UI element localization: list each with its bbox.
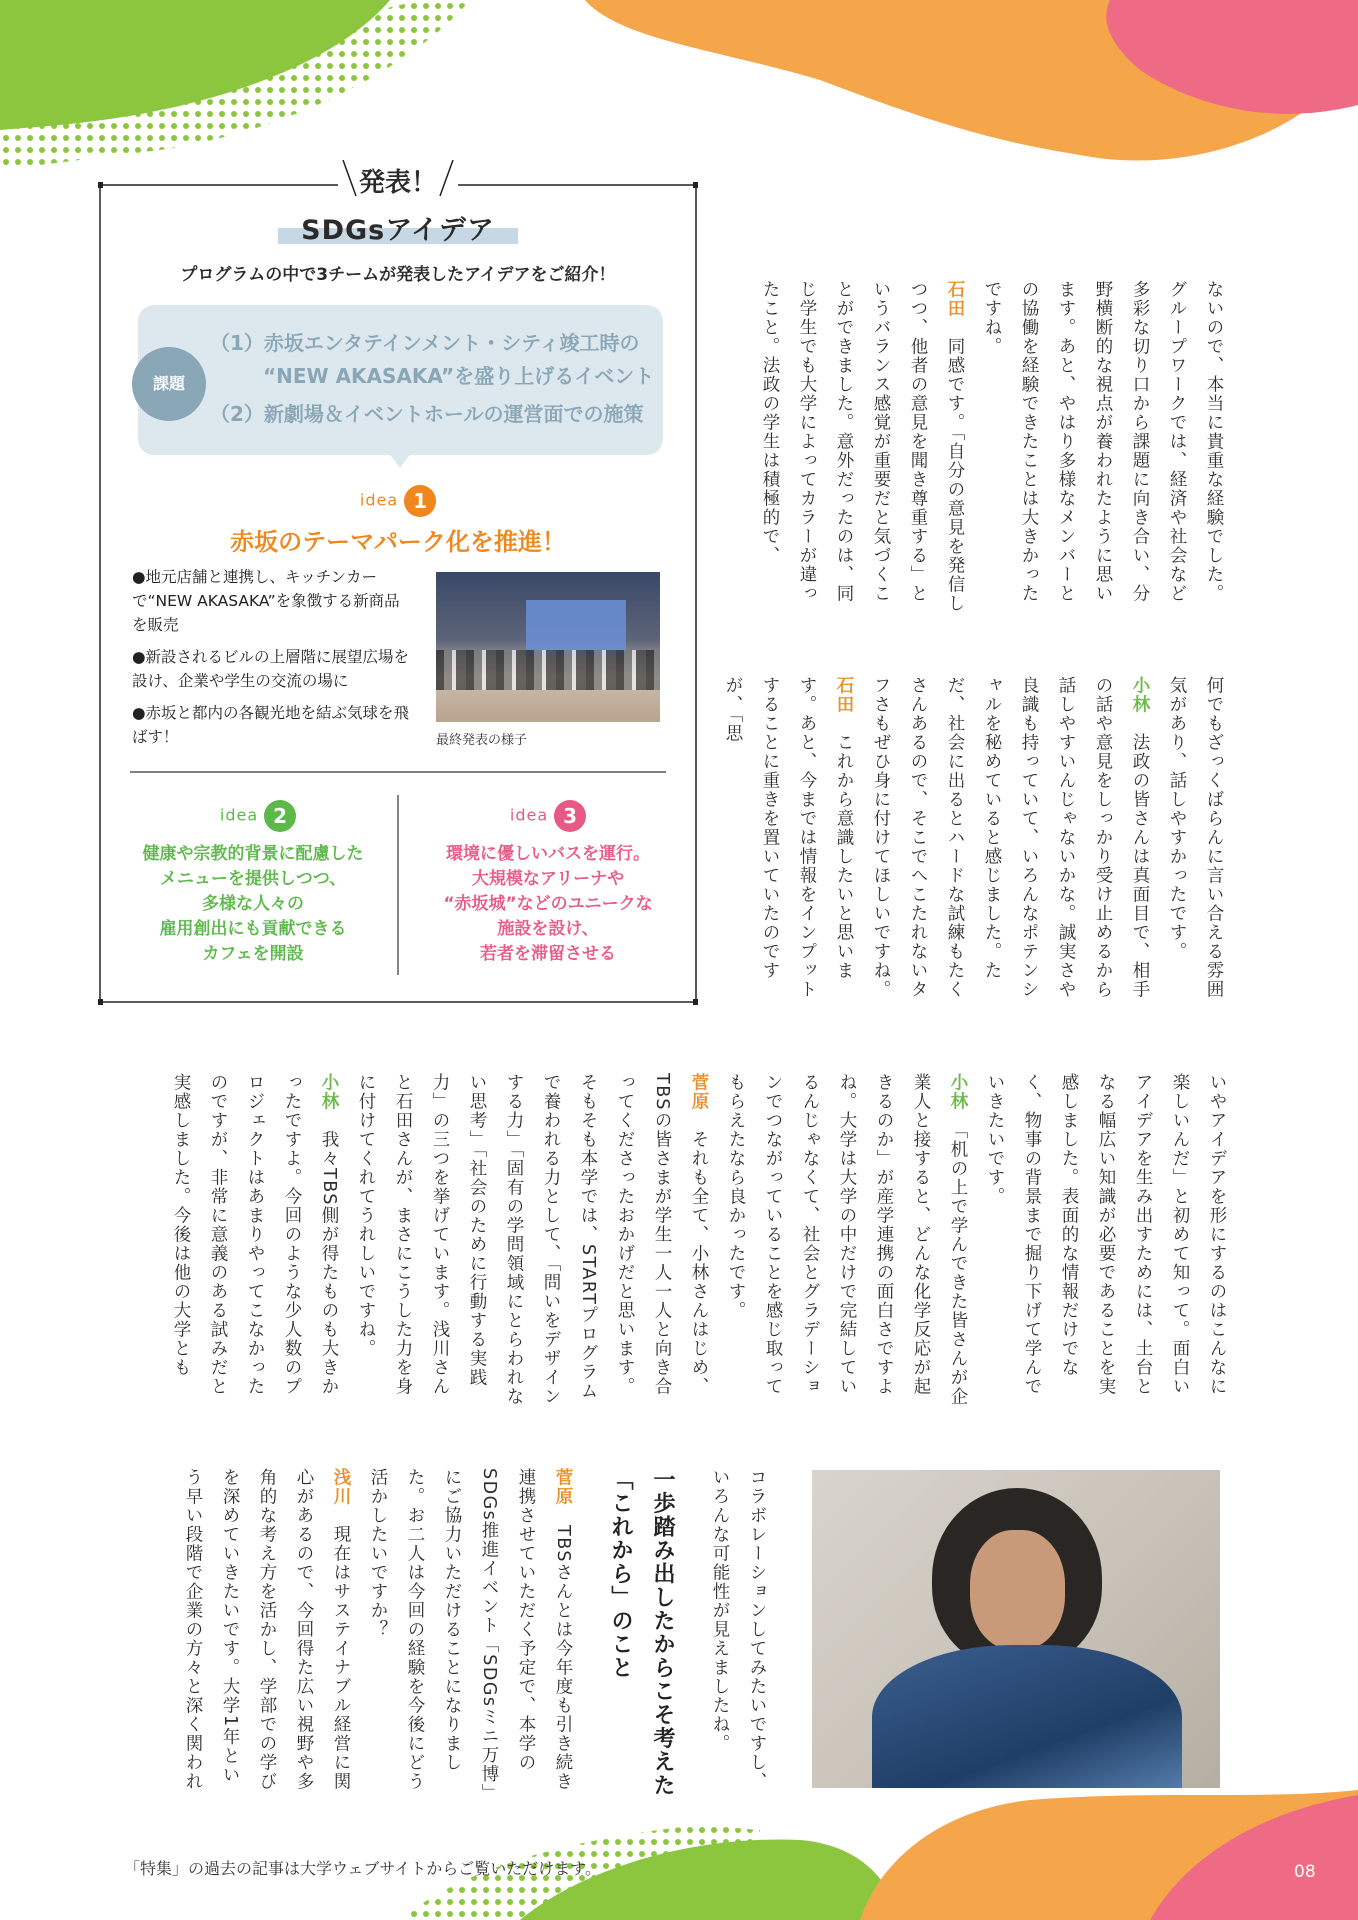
- idea1-number: 1: [404, 485, 436, 517]
- topic-badge: 課題: [132, 347, 206, 421]
- paragraph-text: 「机の上で学んできた皆さんが企業人と接すると、どんな化学反応が起きるのか」が産学連携の面白さですよね。大学は大学の中だけで完結しているんじゃなくて、社会とグラデーションでつながっていることを感じ取ってもらえたなら良かったです。: [726, 1073, 968, 1407]
- topic-line-2: “NEW AKASAKA”を盛り上げるイベント: [263, 364, 655, 388]
- paragraph: いやアイデアを形にするのはこんなに楽しいんだ」と初めて知って。面白いアイデアを生み出すためには、土台となる幅広い知識が必要であることを実感しました。表面的な情報だけでなく、物事の背景まで掘り下げて学んでいきたいです。: [985, 1073, 1227, 1396]
- paragraph: [359, 1468, 581, 1798]
- topic-line-3: （2）新劇場＆イベントホールの運営面での施策: [210, 402, 644, 426]
- paragraph: 何でもざっくばらんに言い合える雰囲気があり、話しやすかったです。: [1167, 676, 1224, 999]
- idea2-text: [108, 842, 398, 967]
- idea3-line: 環境に優しいバスを運行。: [446, 844, 650, 864]
- paragraph: [714, 676, 862, 1011]
- article-column-mid-right: [723, 676, 1232, 1011]
- paragraph-text: 我々TBS側が得たものも大きかったですよ。今回のような少人数のプロジェクトはあまりやってこなかったのですが、非常に意義のある試みだと実感しました。今後は他の大学とも: [171, 1073, 339, 1396]
- speaker-name: 石田: [945, 280, 965, 318]
- paragraph-text: TBSさんとは今年度も引き続き連携させていただく予定で、本学のSDGs推進イベント「SDGsミニ万博」にご協力いただけることになりました。お二人は今回の経験を今後にどう活かしたいですか？: [368, 1468, 573, 1794]
- photo-screen: [526, 600, 626, 655]
- paragraph: [162, 1073, 347, 1408]
- speaker-name: 小林: [1130, 676, 1150, 714]
- page-number: 08: [1294, 1862, 1316, 1882]
- section-heading: 一歩踏み出したからこそ考えた「これから」のこと: [608, 1468, 675, 1797]
- idea3-line: 施設を設け、: [497, 919, 599, 939]
- idea1-bullet-3: ●赤坂と都内の各観光地を結ぶ気球を飛ばす！: [132, 704, 410, 746]
- speaker-name: 菅原: [689, 1073, 709, 1111]
- idea3-line: 若者を滞留させる: [480, 944, 616, 964]
- article-column-middle: [125, 1073, 1235, 1408]
- idea2-label: [118, 800, 398, 832]
- photo-caption: 最終発表の様子: [436, 733, 528, 748]
- photo-people: [436, 650, 660, 690]
- idea2-line: 雇用創出にも貢献できる: [159, 919, 347, 939]
- article-column-top-right: [742, 280, 1232, 615]
- paragraph: [347, 1073, 717, 1408]
- idea2-word: idea: [219, 805, 259, 825]
- idea2-number: 2: [264, 800, 296, 832]
- idea2-line: 健康や宗教的背景に配慮した: [142, 844, 364, 864]
- speaker-name: 小林: [319, 1073, 339, 1111]
- idea3-line: 大規模なアリーナや: [471, 869, 625, 889]
- idea1-bullets: [132, 565, 414, 749]
- idea3-number: 3: [554, 800, 586, 832]
- paragraph: [751, 280, 973, 615]
- idea3-text: [403, 842, 693, 967]
- idea2-line: 多様な人々の: [202, 894, 304, 914]
- paragraph-text: それも全て、小林さんはじめ、TBSの皆さまが学生一人一人と向き合ってくださったおかげだと思います。そもそも本学では、STARTプログラムで養われる力として、「問いをデザインする力」「固有の学問領域にとらわれない思考」「社会のために行動する実践力」の三つを挙げています。浅川さんと石田さんが、まさにこうした力を身に付けてくれてうれしいですね。: [356, 1073, 709, 1407]
- speaker-name: 菅原: [553, 1468, 573, 1506]
- idea3-label: [408, 800, 688, 832]
- intro-text: プログラムの中で3チームが発表したアイデアをご紹介！: [180, 265, 616, 285]
- paragraph: コラボレーションしてみたいですし、いろんな可能性が見えましたね。: [710, 1468, 767, 1791]
- announce-heading: 発表！: [358, 168, 437, 198]
- portrait-face: [970, 1530, 1065, 1650]
- paragraph-text: 法政の皆さんは真面目で、相手の話や意見をしっかり受け止めるから話しやすいんじゃないかな。誠実さや良識も持っていて、いろんなポテンシャルを秘めていると感じました。ただ、社会に出るとハードな試練もたくさんあるので、そこでへこたれないタフさもぜひ身に付けてほしいですね。: [871, 676, 1150, 999]
- idea1-label: [98, 485, 698, 517]
- topic-line-1: （1）赤坂エンタテインメント・シティ竣工時の: [210, 331, 640, 355]
- footer-note: 「特集」の過去の記事は大学ウェブサイトからご覧いただけます。: [124, 1859, 601, 1878]
- idea1-bullet-1: ●地元店舗と連携し、キッチンカーで“NEW AKASAKA”を象徴する新商品を販売: [132, 568, 400, 634]
- topic-callout-pointer: [388, 452, 412, 468]
- idea1-title: 赤坂のテーマパーク化を推進！: [230, 528, 566, 556]
- idea1-bullet-2: ●新設されるビルの上層階に展望広場を設け、企業や学生の交流の場に: [132, 648, 410, 690]
- idea2-line: カフェを開設: [202, 944, 304, 964]
- speaker-name: 石田: [834, 676, 854, 714]
- speaker-name: 小林: [948, 1073, 968, 1111]
- portrait-body: [872, 1645, 1182, 1788]
- sdgs-idea-box: [98, 160, 698, 1005]
- sdgs-title: SDGsアイデア: [301, 215, 495, 246]
- paragraph-text: これから意識したいと思います。あと、今までは情報をインプットすることに重きを置いていたのですが、「思: [723, 676, 854, 999]
- idea3-word: idea: [509, 805, 549, 825]
- paragraph: ないので、本当に貴重な経験でした。グループワークでは、経済や社会など多彩な切り口から課題に向き合い、分野横断的な視点が養われたように思います。あと、やはり多様なメンバーとの協働を経験できたことは大きかったですね。: [982, 280, 1224, 603]
- article-column-bottom: [125, 1468, 775, 1798]
- paragraph: [862, 676, 1158, 1011]
- paragraph: [174, 1468, 359, 1798]
- idea3-line: “赤坂城”などのユニークな: [443, 894, 653, 914]
- paragraph-text: 現在はサステイナブル経営に関心があるので、今回得た広い視野や多角的な考え方を活かし、学部での学びを深めていきたいです。大学1年という早い段階で企業の方々と深く関われ: [183, 1468, 351, 1791]
- paragraph: [717, 1073, 976, 1408]
- speaker-name: 浅川: [331, 1468, 351, 1506]
- interviewee-portrait-photo: [812, 1470, 1220, 1788]
- final-presentation-photo: [436, 572, 660, 722]
- idea2-line: メニューを提供しつつ、: [159, 869, 347, 889]
- paragraph-text: 同感です。「自分の意見を発信しつつ、他者の意見を聞き尊重する」というバランス感覚が重要だと気づくことができました。意外だったのは、同じ学生でも大学によってカラーが違ったこと。法政の学生は積極的で、: [760, 280, 965, 614]
- idea1-word: idea: [359, 490, 399, 510]
